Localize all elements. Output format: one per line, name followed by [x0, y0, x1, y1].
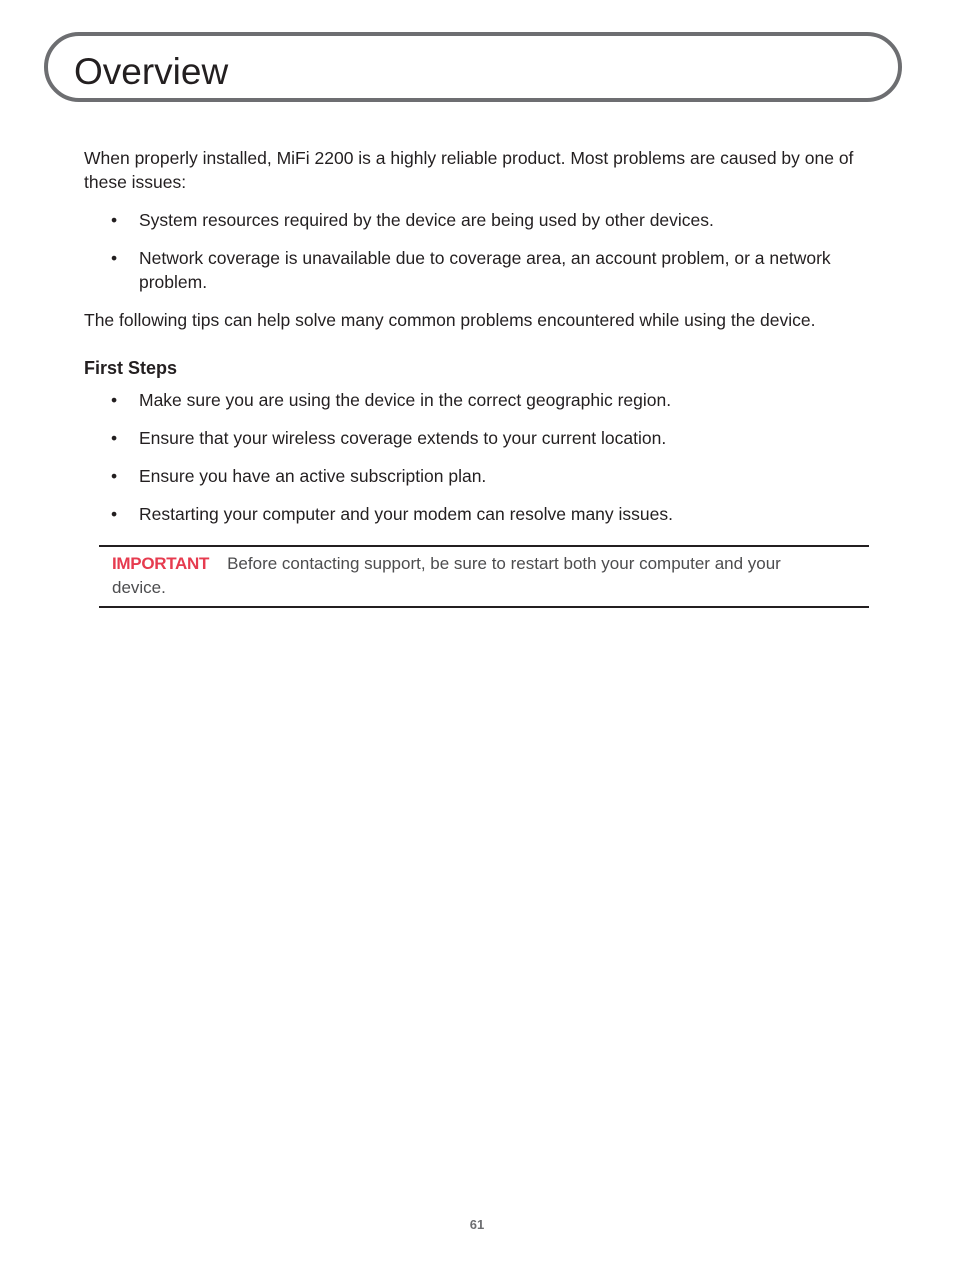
- bullet-icon: •: [111, 390, 118, 410]
- list-item: [84, 502, 884, 526]
- list-item: [84, 464, 884, 488]
- important-note: [99, 545, 869, 608]
- issues-list: [84, 208, 884, 294]
- list-item: [84, 208, 884, 232]
- bullet-icon: •: [111, 466, 118, 486]
- page-title: Overview: [74, 51, 229, 92]
- list-item-text: Network coverage is unavailable due to coverage area, an account problem, or a network problem.: [139, 248, 831, 292]
- list-item-text: Ensure that your wireless coverage extends to your current location.: [139, 428, 667, 448]
- main-content: [84, 146, 884, 540]
- first-steps-list: [84, 388, 884, 526]
- bullet-icon: •: [111, 248, 118, 268]
- page-number: 61: [469, 1217, 485, 1232]
- list-item: [84, 426, 884, 450]
- bullet-icon: •: [111, 504, 118, 524]
- bullet-icon: •: [111, 428, 118, 448]
- section-heading: First Steps: [84, 358, 178, 378]
- intro-paragraph: When properly installed, MiFi 2200 is a highly reliable product. Most problems are caused by one of these issues:: [84, 148, 854, 192]
- list-item-text: System resources required by the device are being used by other devices.: [139, 210, 714, 230]
- page-title-frame: [44, 32, 902, 102]
- tips-paragraph: The following tips can help solve many common problems encountered while using the device.: [84, 310, 816, 330]
- bullet-icon: •: [111, 210, 118, 230]
- important-label: IMPORTANT: [112, 554, 210, 573]
- list-item: [84, 388, 884, 412]
- list-item-text: Ensure you have an active subscription plan.: [139, 466, 487, 486]
- list-item: [84, 246, 884, 294]
- important-text: Before contacting support, be sure to restart both your computer and your device.: [112, 554, 781, 597]
- list-item-text: Restarting your computer and your modem can resolve many issues.: [139, 504, 673, 524]
- list-item-text: Make sure you are using the device in the correct geographic region.: [139, 390, 672, 410]
